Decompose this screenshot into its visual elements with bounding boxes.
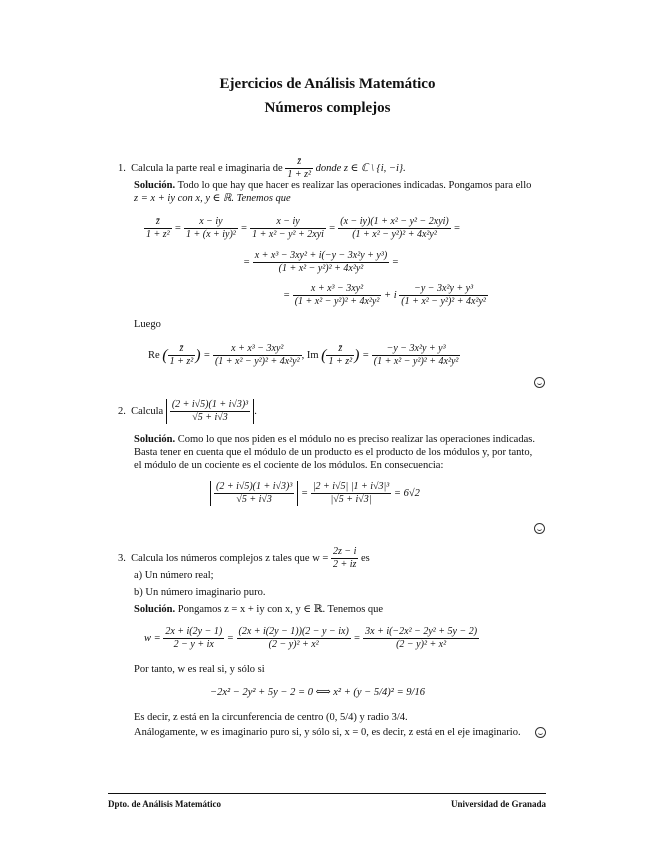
ex1-equation-1: $\frac{z̄}{\text{1 + z²}}$ = $\frac{x - iy}{\text{1 + (x + iy)²}}$ = $\frac{x - iy}{\text{1 + x² − y² + 2xyi}}$ = $\frac{\text{(x − iy)(1 + x² − y² − 2xyi)}}{\text{(1 + x² − y²)² + 4x²y²}}$ = (146, 216, 461, 240)
ex2-statement: 2. Calcula $\frac{\text{(2 + i√5)(1 + i√3)³}}{√5 + i√3}$ . (118, 399, 257, 423)
ex3-conclusion-1: Es decir, z está en la circunferencia de centro (0, 5/4) y radio 3/4. (134, 712, 408, 723)
ex3-statement: 3. Calcula los números complejos z tales que w = $\frac{2z - i}{2 + iz}$ es (118, 546, 370, 570)
smiley-icon (534, 523, 545, 534)
footer-left: Dpto. de Análisis Matemático (108, 799, 221, 809)
ex1-equation-3: = $\frac{\text{x + x³ − 3xy²}}{\text{(1 + x² − y²)² + 4x²y²}}$ + i $\frac{\text{−y − 3x²y + y³}}{\text{(1 + x² − y²)² + 4x²y²}}$ (283, 283, 486, 307)
ex1-result: Re ( $\frac{z̄}{\text{1 + z²}}$ ) = $\frac{\text{x + x³ − 3xy²}}{\text{(1 + x² − y²)² + 4x²y²}}$ , Im ( $\frac{z̄}{\text{1 + z²}}$ ) = $\frac{\text{−y − 3x²y + y³}}{\text{(1 + x² − y²)² + 4x²y²}}$ (148, 343, 459, 367)
ex1-solution-line1: Solución. Todo lo que hay que hacer es realizar las operaciones indicadas. Pongamos para ello (134, 180, 532, 191)
footer-right: Universidad de Granada (450, 799, 546, 809)
ex2-solution-line1: Solución. Como lo que nos piden es el módulo no es preciso realizar las operaciones indicadas. (134, 434, 535, 445)
ex3-real-equation: −2x² − 2y² + 5y − 2 = 0 ⟺ x² + (y − 5/4)² = 9/16 (210, 687, 425, 698)
ex1-fraction: $\frac{z̄}{\text{1 + z²}}$ (287, 156, 311, 180)
smiley-icon (534, 377, 545, 388)
ex3-equation-w: w = $\frac{2x + i(2y - 1)}{2 - y + ix}$ = $\frac{(2x + i(2y - 1))(2 - y - ix)}{\text{(2 − y)² + x²}}$ = $\frac{\text{3x + i(−2x² − 2y² + 5y − 2)}}{\text{(2 − y)² + x²}}$ (144, 626, 478, 650)
ex3-option-b: b) Un número imaginario puro. (134, 587, 266, 598)
ex3-option-a: a) Un número real; (134, 570, 214, 581)
smiley-icon (535, 727, 546, 738)
ex1-solution-line2: z = x + iy con x, y ∈ ℝ. Tenemos que (134, 193, 291, 204)
ex1-equation-2: = $\frac{\text{x + x³ − 3xy² + i(−y − 3x²y + y³)}}{\text{(1 + x² − y²)² + 4x²y²}}$ = (243, 250, 399, 274)
ex1-statement: 1. Calcula la parte real e imaginaria de $\frac{z̄}{\text{1 + z²}}$ donde z ∈ ℂ \ {i, −i}. (118, 156, 406, 180)
ex3-conclusion-2: Análogamente, w es imaginario puro si, y sólo si, x = 0, es decir, z está en el eje imaginario. (134, 727, 521, 738)
document-subtitle: Números complejos (264, 100, 391, 116)
ex3-solution-line: Solución. Pongamos z = x + iy con x, y ∈ ℝ. Tenemos que (134, 604, 384, 615)
document-title: Ejercicios de Análisis Matemático (219, 76, 436, 92)
ex2-solution-line3: el módulo de un cociente es el cociente de los módulos. En consecuencia: (134, 460, 444, 471)
ex2-equation: $\frac{\text{(2 + i√5)(1 + i√3)³}}{√5 + i√3}$ = $\frac{\text{|2 + i√5| |1 + i√3|³}}{|√5 + i√3|}$ = 6√2 (210, 481, 420, 506)
ex3-real-text: Por tanto, w es real si, y sólo si (134, 664, 265, 675)
footer-divider (108, 793, 546, 794)
ex2-solution-line2: Basta tener en cuenta que el módulo de un producto es el producto de los módulos y, por tanto, (134, 447, 533, 458)
ex1-luego: Luego (134, 319, 161, 330)
